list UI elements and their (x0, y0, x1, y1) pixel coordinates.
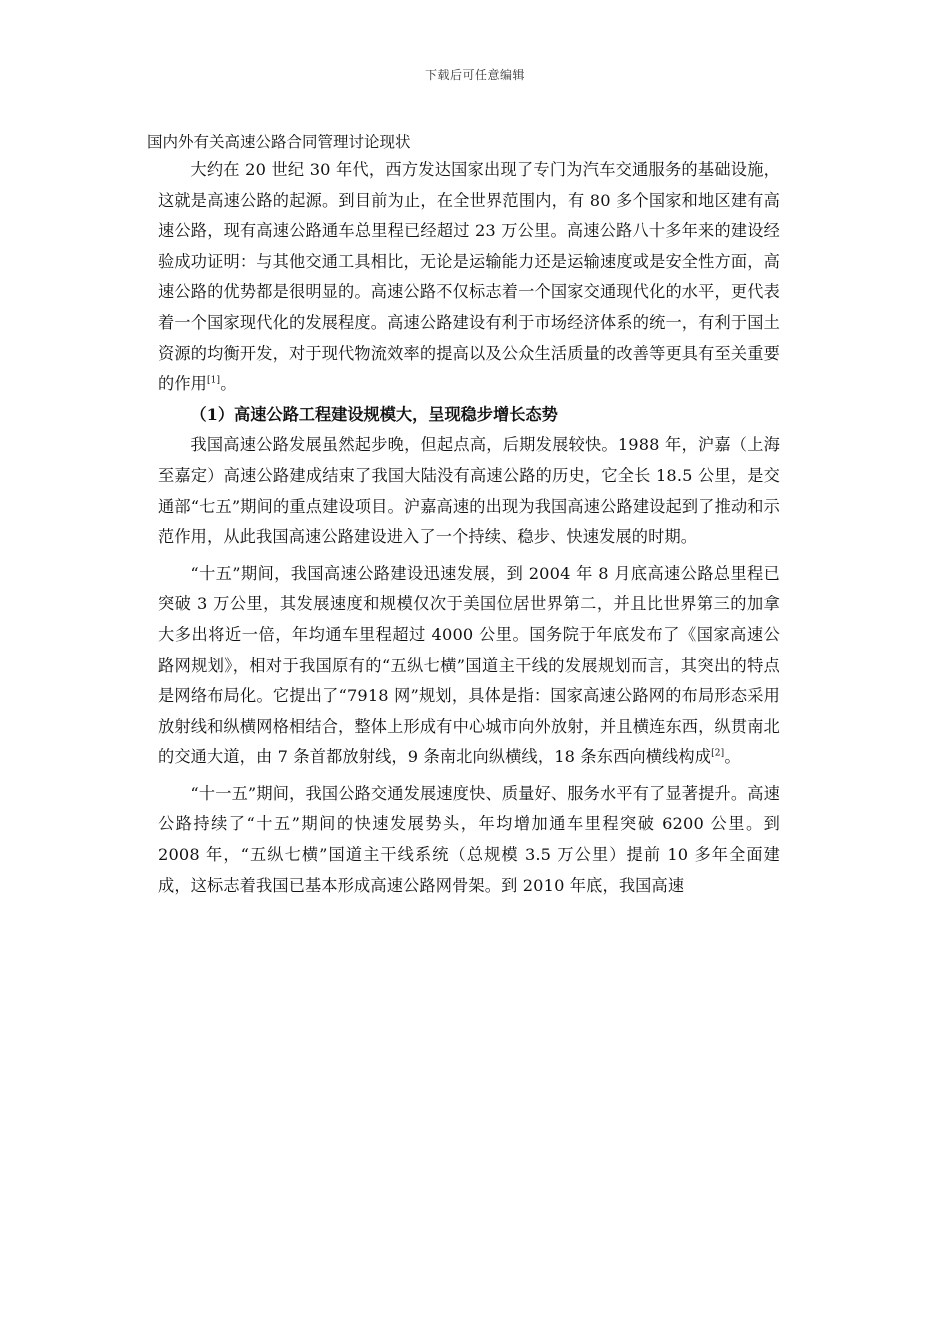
citation-ref: [1] (207, 375, 221, 386)
paragraph-text: “十一五”期间，我国公路交通发展速度快、质量好、服务水平有了显著提升。高速公路持续了“十五”期间的快速发展势头，年均增加通车里程突破 6200 公里。到 2008 年，“五纵七横”国道主干线系统（总规模 3.5 万公里）提前 10 多年全面建成，这标志着我国已基本形成高速公路网骨架。到 2010 年底，我国高速 (158, 783, 780, 895)
section-heading: （1）高速公路工程建设规模大，呈现稳步增长态势 (190, 404, 558, 424)
paragraph-tail: 。 (220, 374, 237, 394)
paragraph-intro (158, 155, 780, 400)
paragraph-text: 大约在 20 世纪 30 年代，西方发达国家出现了专门为汽车交通服务的基础设施，这就是高速公路的起源。到目前为止，在全世界范围内，有 80 多个国家和地区建有高速公路，现有高速公路通车总里程已经超过 23 万公里。高速公路八十多年来的建设经验成功证明：与其他交通工具相比，无论是运输能力还是运输速度或是安全性方面，高速公路的优势都是很明显的。高速公路不仅标志着一个国家交通现代化的水平，更代表着一个国家现代化的发展程度。高速公路建设有利于市场经济体系的统一，有利于国土资源的均衡开发，对于现代物流效率的提高以及公众生活质量的改善等更具有至关重要的作用 (158, 160, 780, 394)
paragraph-tail: 。 (724, 747, 741, 767)
citation-ref: [2] (711, 748, 725, 759)
header-note: 下载后可任意编辑 (424, 68, 525, 82)
paragraph-tenth-five-year (158, 559, 780, 773)
document-title: 国内外有关高速公路合同管理讨论现状 (147, 133, 411, 151)
paragraph-text: “十五”期间，我国高速公路建设迅速发展，到 2004 年 8 月底高速公路总里程已突破 3 万公里，其发展速度和规模仅次于美国位居世界第二，并且比世界第三的加拿大多出将近一倍，年均通车里程超过 4000 公里。国务院于年底发布了《国家高速公路网规划》，相对于我国原有的“五纵七横”国道主干线的发展规划而言，其突出的特点是网络布局化。它提出了“7918 网”规划，具体是指：国家高速公路网的布局形态采用放射线和纵横网格相结合，整体上形成有中心城市向外放射，并且横连东西，纵贯南北的交通大道，由 7 条首都放射线，9 条南北向纵横线，18 条东西向横线构成 (158, 563, 780, 767)
document-body (158, 155, 780, 901)
paragraph-eleventh-five-year (158, 779, 780, 901)
paragraph-text: 我国高速公路发展虽然起步晚，但起点高，后期发展较快。1988 年，沪嘉（上海至嘉定）高速公路建成结束了我国大陆没有高速公路的历史，它全长 18.5 公里，是交通部“七五”期间的重点建设项目。沪嘉高速的出现为我国高速公路建设起到了推动和示范作用，从此我国高速公路建设进入了一个持续、稳步、快速发展的时期。 (158, 435, 780, 547)
paragraph-history (158, 430, 780, 552)
